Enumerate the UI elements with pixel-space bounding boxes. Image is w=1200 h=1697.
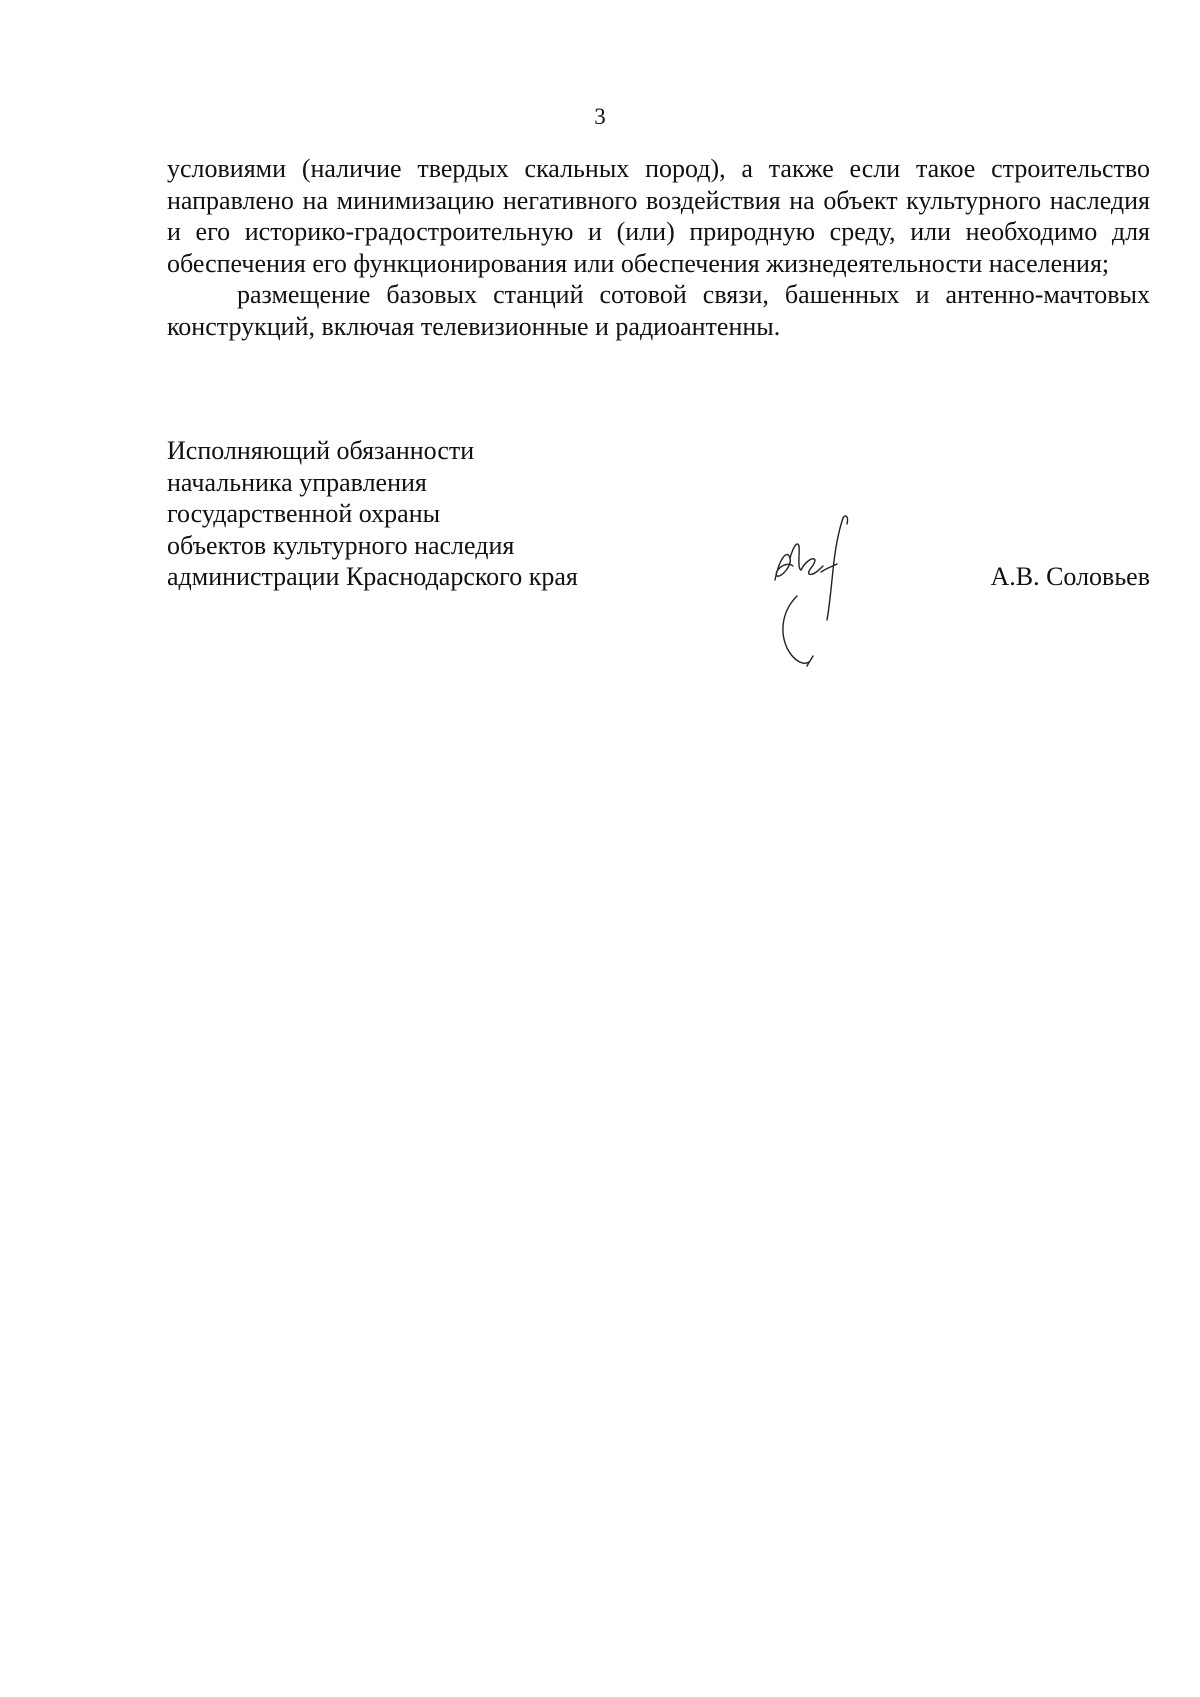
signer-position	[167, 435, 578, 593]
handwritten-signature-icon	[757, 510, 887, 675]
signer-position-line: Исполняющий обязанности	[167, 436, 475, 465]
signer-name: А.В. Соловьев	[990, 562, 1150, 591]
paragraph-conditions: условиями (наличие твердых скальных пород), а также если такое строительство направлено на минимизацию негативного воздействия на объект культурного наследия и его историко-градостроительную и (или) природную среду, или необходимо для обеспечения его функционирования или обеспечения жизнедеятельности населения;	[167, 154, 1150, 278]
signer-position-line: государственной охраны	[167, 499, 441, 528]
signer-position-line: администрации Краснодарского края	[167, 562, 578, 591]
page-number: 3	[594, 104, 606, 129]
document-body	[167, 153, 1150, 342]
signature-block	[167, 435, 1150, 685]
paragraph-base-stations: размещение базовых станций сотовой связи, башенных и антенно-мачтовых конструкций, включая телевизионные и радиоантенны.	[167, 280, 1150, 341]
signer-position-line: начальника управления	[167, 467, 427, 497]
signer-position-line: объектов культурного наследия	[167, 530, 515, 560]
